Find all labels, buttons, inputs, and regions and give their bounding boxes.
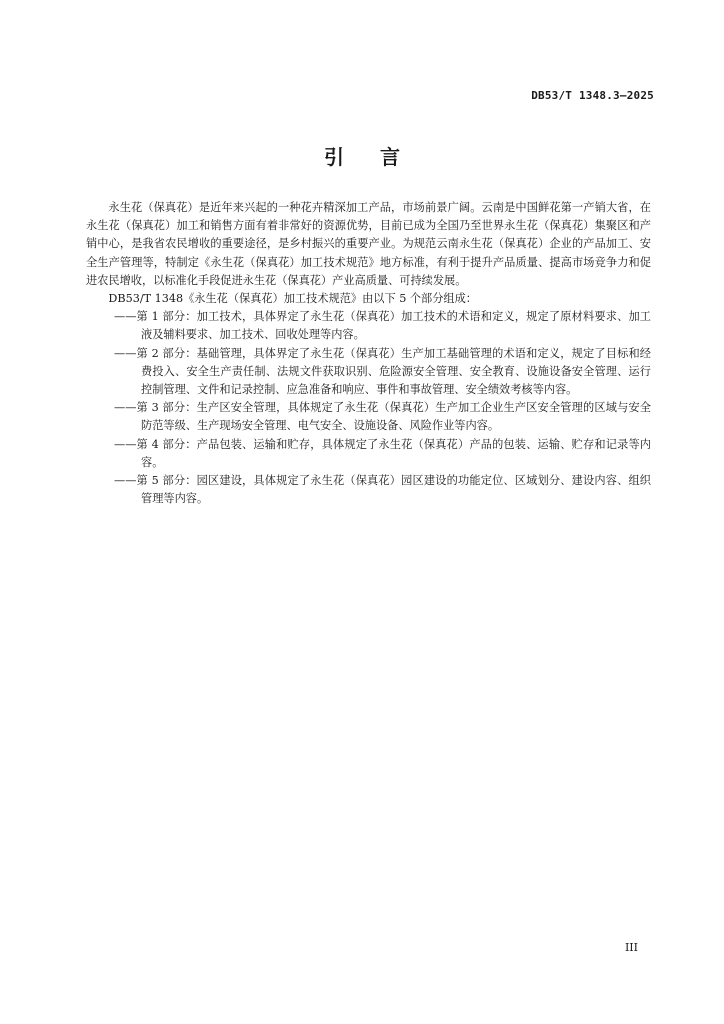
introduction-body: [86, 199, 651, 508]
intro-paragraph: 永生花（保真花）是近年来兴起的一种花卉精深加工产品，市场前景广阔。云南是中国鲜花第一产销大省，在永生花（保真花）加工和销售方面有着非常好的资源优势，目前已成为全国乃至世界永生花（保真花）集聚区和产销中心，是我省农民增收的重要途径，是乡村振兴的重要产业。为规范云南永生花（保真花）企业的产品加工、安全生产管理等，特制定《永生花（保真花）加工技术规范》地方标准，有利于提升产品质量、提高市场竞争力和促进农民增收，以标准化手段促进永生花（保真花）产业高质量、可持续发展。: [86, 201, 651, 287]
title-char-1: 引: [324, 145, 344, 169]
title-char-2: 言: [380, 145, 400, 169]
page-number: III: [624, 941, 638, 954]
part-3-item: ——第 3 部分：生产区安全管理，具体规定了永生花（保真花）生产加工企业生产区安全管理的区域与安全防范等级、生产现场安全管理、电气安全、设施设备、风险作业等内容。: [114, 401, 651, 433]
page-title: [0, 141, 724, 170]
part-5-item: ——第 5 部分：园区建设，具体规定了永生花（保真花）园区建设的功能定位、区域划分、建设内容、组织管理等内容。: [114, 474, 651, 506]
part-4-item: ——第 4 部分：产品包装、运输和贮存，具体规定了永生花（保真花）产品的包装、运输、贮存和记录等内容。: [114, 437, 651, 469]
part-1-item: ——第 1 部分：加工技术，具体界定了永生花（保真花）加工技术的术语和定义，规定了原材料要求、加工液及辅料要求、加工技术、回收处理等内容。: [114, 310, 651, 342]
part-2-item: ——第 2 部分：基础管理，具体界定了永生花（保真花）生产加工基础管理的术语和定义，规定了目标和经费投入、安全生产责任制、法规文件获取识别、危险源安全管理、安全教育、设施设备安全管理、运行控制管理、文件和记录控制、应急准备和响应、事件和事故管理、安全绩效考核等内容。: [114, 346, 651, 397]
parts-intro-paragraph: DB53/T 1348《永生花（保真花）加工技术规范》由以下 5 个部分组成：: [108, 292, 477, 306]
document-code: DB53/T 1348.3—2025: [531, 89, 654, 102]
